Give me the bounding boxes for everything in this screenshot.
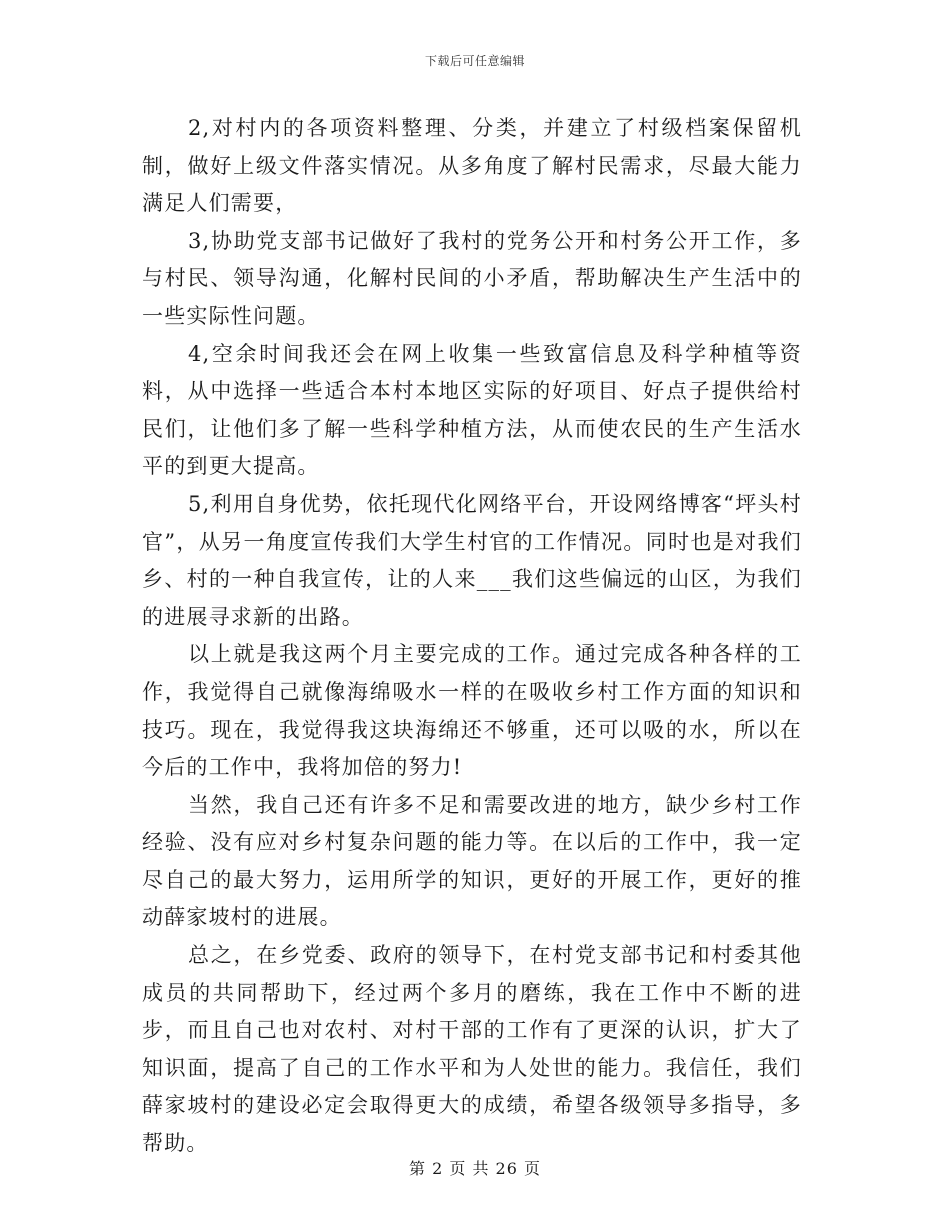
paragraph-item-3: 3,协助党支部书记做好了我村的党务公开和村务公开工作，多与村民、领导沟通，化解村民间的小矛盾，帮助解决生产生活中的一些实际性问题。 — [142, 228, 802, 328]
paragraph-item-5: 5,利用自身优势，依托现代化网络平台，开设网络博客“坪头村官”，从另一角度宣传我们大学生村官的工作情况。同时也是对我们乡、村的一种自我宣传，让的人来___我们这些偏远的山区，为我们的进展寻求新的出路。 — [142, 491, 802, 629]
document-body — [142, 110, 802, 1163]
page-header: 下载后可任意编辑 — [424, 54, 525, 68]
paragraph-shortcomings: 当然，我自己还有许多不足和需要改进的地方，缺少乡村工作经验、没有应对乡村复杂问题的能力等。在以后的工作中，我一定尽自己的最大努力，运用所学的知识，更好的开展工作，更好的推动薛家坡村的进展。 — [142, 792, 802, 930]
paragraph-conclusion: 总之，在乡党委、政府的领导下，在村党支部书记和村委其他成员的共同帮助下，经过两个多月的磨练，我在工作中不断的进步，而且自己也对农村、对村干部的工作有了更深的认识，扩大了知识面，提高了自己的工作水平和为人处世的能力。我信任，我们薛家坡村的建设必定会取得更大的成绩，希望各级领导多指导，多帮助。 — [142, 943, 802, 1156]
paragraph-item-2: 2,对村内的各项资料整理、分类，并建立了村级档案保留机制，做好上级文件落实情况。从多角度了解村民需求，尽最大能力满足人们需要， — [142, 116, 802, 216]
paragraph-summary-work: 以上就是我这两个月主要完成的工作。通过完成各种各样的工作，我觉得自己就像海绵吸水一样的在吸收乡村工作方面的知识和技巧。现在，我觉得我这块海绵还不够重，还可以吸的水，所以在今后的工作中，我将加倍的努力! — [142, 642, 802, 780]
paragraph-item-4: 4,空余时间我还会在网上收集一些致富信息及科学种植等资料，从中选择一些适合本村本地区实际的好项目、好点子提供给村民们，让他们多了解一些科学种植方法，从而使农民的生产生活水平的到更大提高。 — [142, 341, 802, 479]
page-number-footer: 第 2 页 共 26 页 — [409, 1159, 541, 1178]
